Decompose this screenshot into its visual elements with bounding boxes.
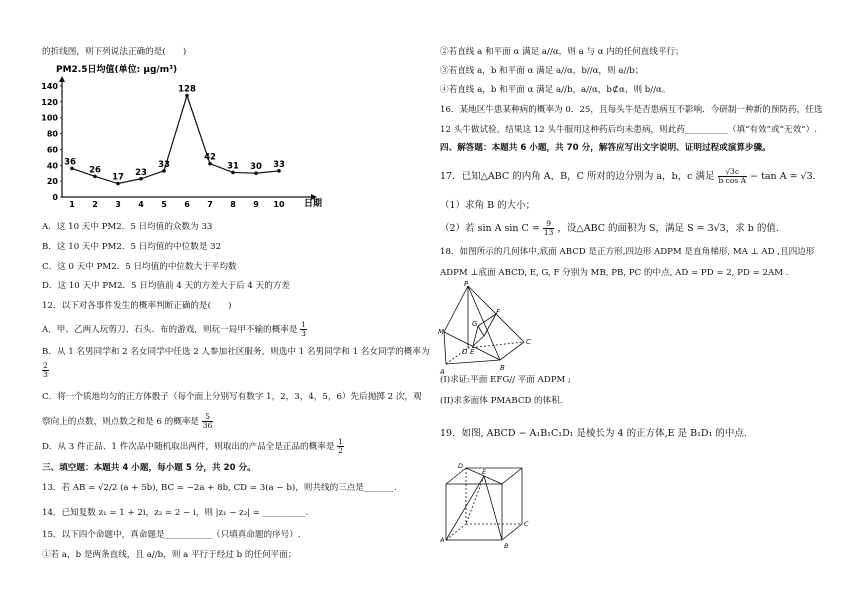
q15-item-4: ④若直线 a，b 和平面 α 满足 a//b，a//α，b⊄α，则 b//α。 [440, 85, 671, 95]
x-tick-label: 5 [161, 200, 167, 209]
svg-text:F: F [496, 308, 501, 316]
y-tick-label: 140 [41, 82, 58, 91]
series-line [72, 96, 279, 184]
q16-line1: 16．某地区牛患某种病的概率为 0．25，且每头牛是否患病互不影响．今研制一种新的预防药，任选 [440, 105, 823, 115]
svg-text:C: C [526, 338, 531, 346]
q11-option-b: B．这 10 天中 PM2．5 日均值的中位数是 32 [42, 242, 222, 252]
chart-x-ticks [69, 200, 285, 209]
q17-part1: （1）求角 B 的大小； [440, 200, 536, 211]
q12-stem: 12．以下对各事件发生的概率判断正确的是( ) [42, 301, 232, 311]
q12-option-c-line1: C．将一个质地均匀的正方体骰子（每个面上分别写有数字 1，2，3，4，5，6）先后抛掷 2 次，观 [42, 392, 422, 402]
y-tick-label: 100 [41, 113, 58, 123]
data-label: 26 [89, 165, 101, 176]
data-label: 128 [178, 84, 196, 95]
data-label: 23 [135, 167, 147, 178]
y-tick-label: 40 [46, 161, 58, 171]
chart-title: PM2.5日均值(单位: μg/m³) [56, 65, 178, 75]
data-label: 42 [204, 152, 216, 163]
svg-text:C: C [524, 520, 529, 528]
q15-item-3: ③若直线 a，b 和平面 α 满足 a//α，b//α，则 a//b； [440, 66, 644, 76]
q18-part2: (II)求多面体 PMABCD 的体积. [440, 396, 563, 406]
x-tick-label: 10 [273, 200, 285, 209]
q11-option-a: A．这 10 天中 PM2．5 日均值的众数为 33 [42, 222, 213, 232]
x-tick-label: 6 [184, 200, 190, 209]
svg-text:A: A [440, 536, 445, 544]
svg-text:E: E [470, 348, 475, 356]
y-tick-label: 0 [52, 193, 58, 202]
q15-item-1: ①若 a，b 是两条直线，且 a//b，则 a 平行于经过 b 的任何平面； [42, 550, 297, 560]
x-tick-label: 3 [115, 200, 121, 209]
q11-option-c: C．这 0 天中 PM2．5 日均值的中位数大于平均数 [42, 262, 237, 272]
q17-stem: 17．已知△ABC 的内角 A，B，C 所对的边分别为 a，b，c 满足 $\frac{√3c}{\text{b cos A}}$ − tan A = √3． [440, 167, 823, 185]
q15-stem: 15．以下四个命题中，真命题是___________（只填真命题的序号）. [42, 530, 301, 540]
q11-option-d: D．这 10 天中 PM2．5 日均值前 4 天的方差大于后 4 天的方差 [42, 281, 291, 291]
y-tick-label: 60 [46, 145, 58, 155]
x-tick-label: 8 [230, 200, 236, 209]
q18-line1: 18．如图所示的几何体中,底面 ABCD 是正方形,四边形 ADPM 是直角梯形, MA ⊥ AD ,且四边形 [440, 247, 815, 257]
chart-points [64, 85, 285, 186]
pm25-line-chart [36, 60, 326, 210]
data-label: 36 [64, 157, 76, 168]
chart-xlabel: 日期 [304, 199, 323, 209]
x-tick-label: 1 [69, 200, 75, 209]
y-tick-label: 80 [46, 129, 58, 139]
q18-solid-figure [438, 280, 548, 376]
x-tick-label: 2 [92, 200, 98, 209]
q12-option-b-frac: $\frac{2}{3}$ [43, 361, 48, 379]
q13: 13．若 AB = √2/2 (a + 5b), BC = −2a + 8b, CD = 3(a − b)，则共线的三点是_______. [42, 483, 397, 493]
q17-part2: （2）若 sin A sin C = $\frac{9}{13}$ ，设△ABC 的面积为 S，满足 S = 3√3，求 b 的值. [440, 219, 779, 237]
x-tick-label: 4 [138, 200, 144, 209]
data-label: 31 [227, 161, 239, 172]
q16-line2: 12 头牛做试验，结果这 12 头牛服用这种药后均未患病，则此药__________（填“有效”或“无效”）. [440, 125, 817, 135]
svg-text:B: B [500, 364, 505, 372]
svg-text:P: P [464, 280, 469, 288]
svg-text:A: A [440, 368, 445, 376]
chart-y-ticks [41, 82, 62, 202]
q14: 14．已知复数 z₁ = 1 + 2i，z₂ = 2 − i，则 |z₁ − z₂| = __________. [42, 508, 309, 518]
q18-line2: ADPM ⊥底面 ABCD, E, G, F 分别为 MB, PB, PC 的中点, AD = PD = 2, PD = 2AM . [440, 268, 789, 278]
y-axis-arrow [59, 76, 65, 82]
q19-cube-figure [440, 462, 530, 557]
q15-item-2: ②若直线 a 和平面 α 满足 a//α，则 a 与 α 内的任何直线平行； [440, 47, 684, 57]
svg-text:D: D [458, 462, 464, 470]
x-tick-label: 7 [207, 200, 213, 209]
x-tick-label: 9 [253, 200, 259, 209]
svg-text:M: M [438, 328, 445, 336]
section-3-heading: 三、填空题：本题共 4 小题，每小题 5 分，共 20 分。 [42, 463, 256, 473]
data-label: 30 [250, 162, 262, 173]
q12-option-c-line2: 察向上的点数，则点数之和是 6 的概率是 $\frac{5}{36}$ [42, 412, 213, 430]
y-tick-label: 20 [46, 177, 58, 187]
svg-text:E: E [482, 468, 487, 476]
svg-text:D: D [462, 348, 468, 356]
q12-option-b: B．从 1 名男同学和 2 名女同学中任选 2 人参加社区服务，则选中 1 名男同学和 1 名女同学的概率为 [42, 347, 430, 357]
data-label: 17 [112, 172, 124, 183]
q19-stem: 19．如图, ABCD − A₁B₁C₁D₁ 是棱长为 4 的正方体,E 是 B₁D₁ 的中点. [440, 428, 747, 439]
data-label: 33 [273, 159, 285, 170]
data-label: 33 [158, 159, 170, 170]
q18-part1: (I)求证:平面 EFG// 平面 ADPM ; [440, 375, 571, 385]
q12-option-d: D．从 3 件正品、1 件次品中随机取出两件，则取出的产品全是正品的概率是 $\frac{1}{2}$ [42, 437, 343, 455]
q11-intro: 的折线图，则下列说法正确的是( ) [42, 47, 187, 57]
q12-option-a: A．甲、乙两人玩剪刀、石头、布的游戏，则玩一局甲不输的概率是 $\frac{1}{3}$ [42, 320, 306, 338]
svg-text:G: G [472, 320, 478, 328]
y-tick-label: 120 [41, 97, 58, 107]
section-4-heading: 四、解答题：本题共 6 小题，共 70 分，解答应写出文字说明、证明过程或演算步骤。 [440, 143, 771, 153]
svg-text:B: B [504, 542, 509, 550]
